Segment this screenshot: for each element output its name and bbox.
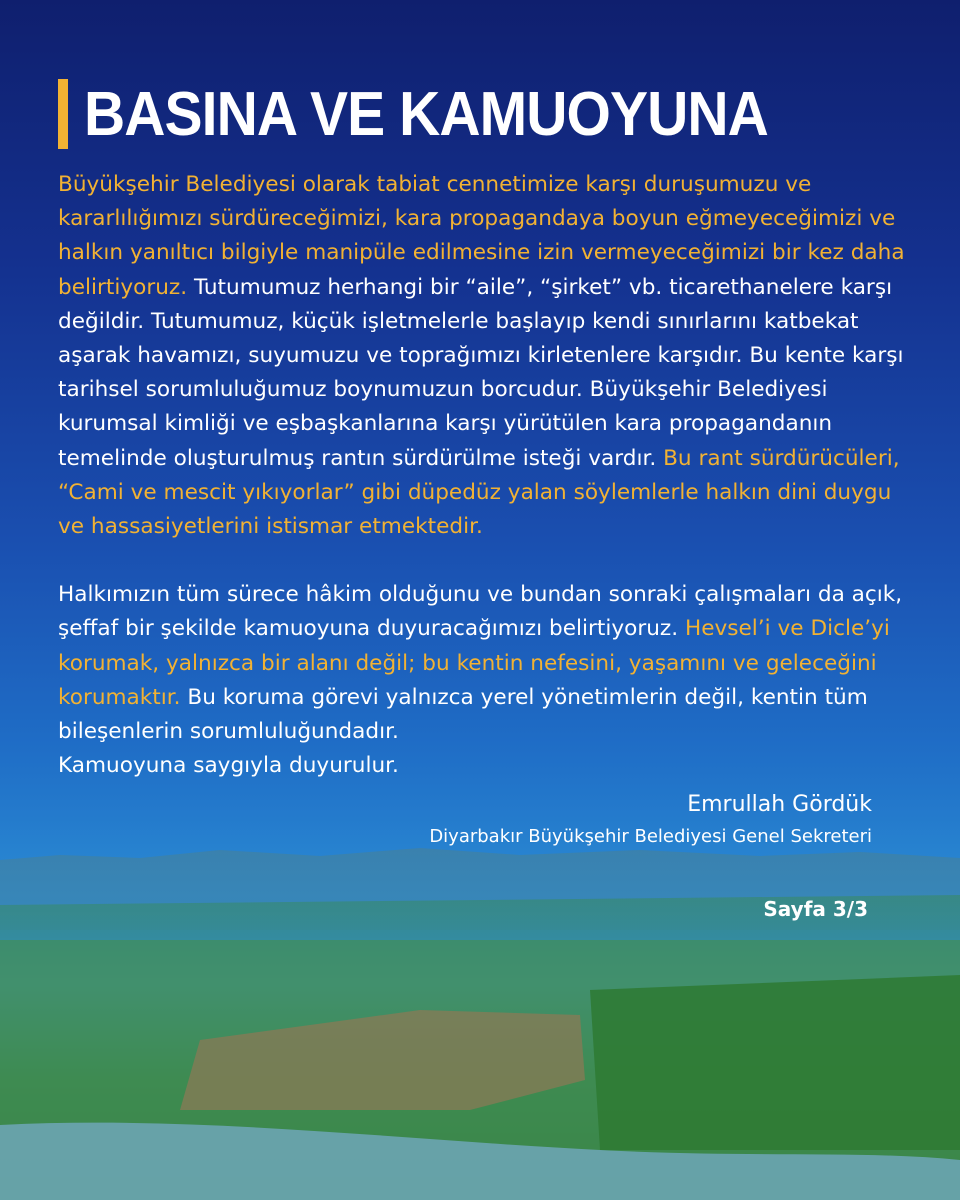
statement-body [58, 168, 918, 783]
paragraph-2 [58, 578, 918, 783]
body-sentence: Halkımızın tüm sürece hâkim olduğunu ve bundan sonraki çalışmaları da açık, şeffaf bir şekilde kamuoyuna duyuracağımızı belirtiyoruz. [58, 582, 903, 642]
paragraph-1 [58, 168, 918, 544]
signatory-role: Diyarbakır Büyükşehir Belediyesi Genel Sekreteri [429, 826, 872, 847]
page-number: Sayfa 3/3 [763, 897, 868, 921]
signatory-name: Emrullah Gördük [687, 792, 872, 817]
body-sentence: Tutumumuz herhangi bir “aile”, “şirket” vb. ticarethanelere karşı değildir. Tutumumuz, küçük işletmelerle başlayıp kendi sınırlarını katbekat aşarak havamızı, suyumuzu ve toprağımızı kirletenlere karşıdır. Bu kente karşı tarihsel sorumluluğumuz boynumuzun borcudur. Büyükşehir Belediyesi kurumsal kimliği ve eşbaşkanlarına karşı yürütülen kara propagandanın temelinde oluşturulmuş rantın sürdürülme isteği vardır. [58, 274, 904, 471]
highlight-text: Bu rant sürdürücüleri, “Cami ve mescit yıkıyorlar” gibi düpedüz yalan söylemlerle halkın dini duygu ve hassasiyetlerini istismar etmektedir. [58, 445, 900, 540]
body-sentence: Bu koruma görevi yalnızca yerel yönetimlerin değil, kentin tüm bileşenlerin sorumluluğundadır. [58, 684, 868, 745]
signature-block [429, 790, 872, 852]
title-block [58, 78, 827, 150]
closing-sentence: Kamuoyuna saygıyla duyurulur. [58, 753, 399, 779]
highlight-text: Hevsel’i ve Dicle’yi korumak, yalnızca bir alanı değil; bu kentin nefesini, yaşamını ve geleceğini korumaktır. [58, 616, 890, 710]
page-title: BASINA VE KAMUOYUNA [84, 79, 768, 149]
title-accent-bar [58, 79, 68, 149]
highlight-text: Büyükşehir Belediyesi olarak tabiat cennetimize karşı duruşumuzu ve kararlılığımızı sürdüreceğimizi, kara propagandaya boyun eğmeyeceğimizi ve halkın yanıltıcı bilgiyle manipüle edilmesine izin vermeyeceğimizi bir kez daha belirtiyoruz. [58, 172, 905, 300]
